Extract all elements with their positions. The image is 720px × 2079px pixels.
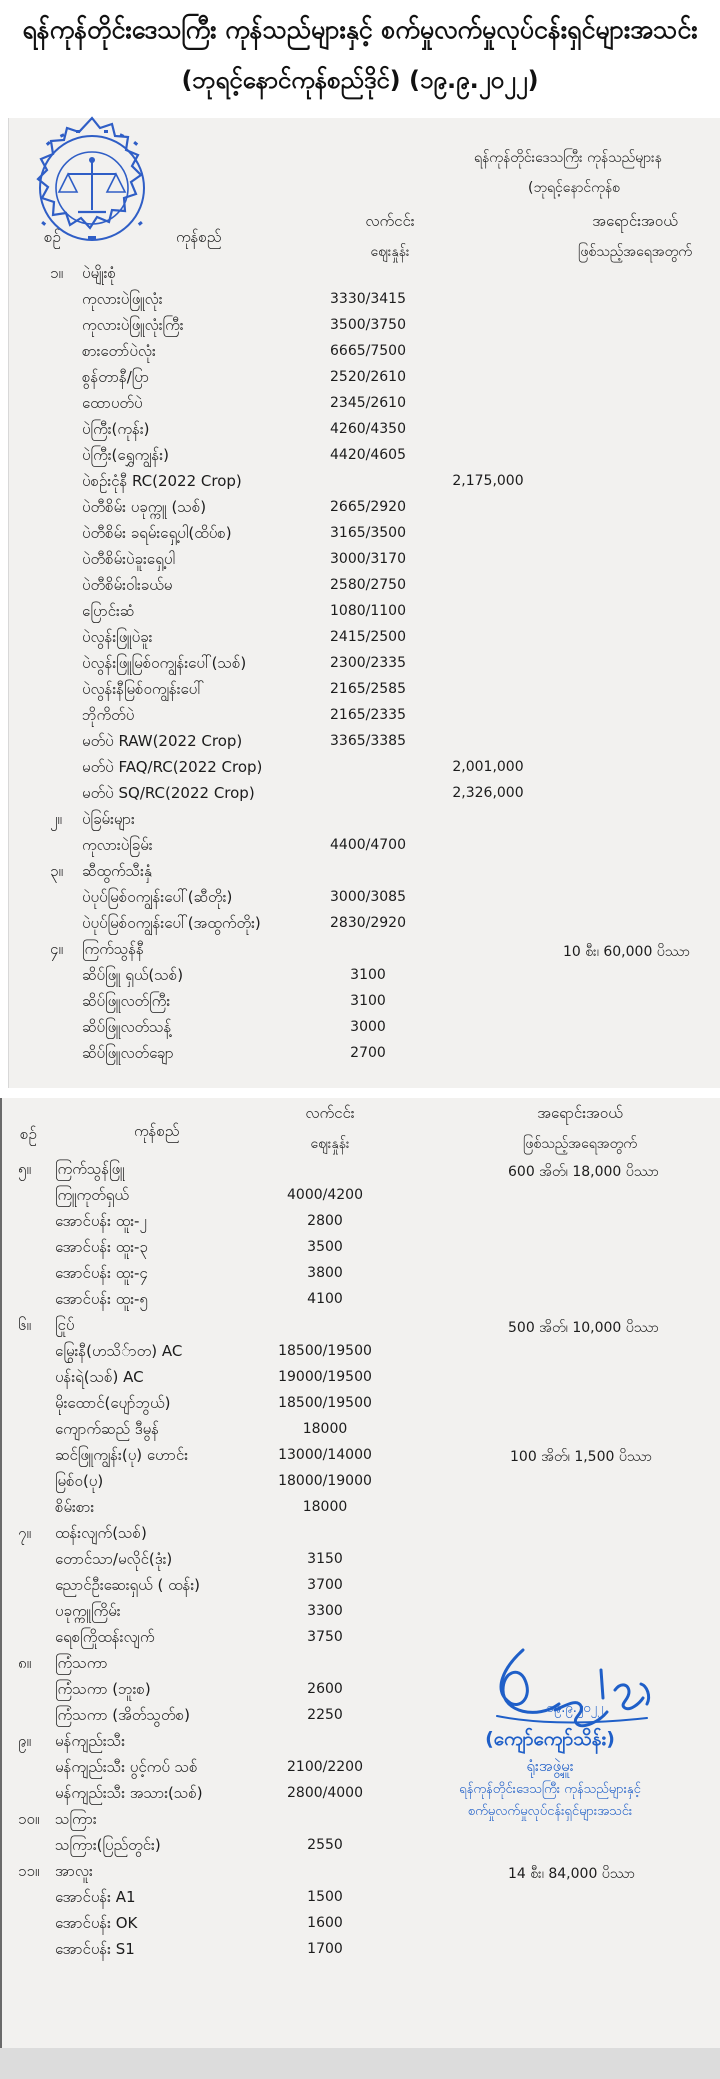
table-row-item: ပဲစဉ်းငုံနီ RC(2022 Crop): [82, 472, 242, 490]
section-title: မန်ကျည်းသီး: [55, 1732, 126, 1750]
signature-date: ၁၉.၉.၂၀၂၂: [546, 1701, 604, 1716]
table-row-item: ကုလားပဲဖြူလုံးကြီး: [82, 316, 184, 334]
table-row-price: 4400/4700: [330, 837, 406, 853]
table-row-price: 2520/2610: [330, 369, 406, 385]
table-row-item: မတ်ပဲ SQ/RC(2022 Crop): [82, 784, 255, 802]
org-header-text: ရန်ကုန်တိုင်းဒေသကြီး ကုန်သည်များန: [474, 150, 662, 166]
section-number: ၃။: [50, 862, 63, 880]
table-row-price: 2250: [307, 1707, 343, 1723]
section-number: ၈။: [18, 1654, 32, 1672]
section-title: ကြက်သွန်နီ: [82, 940, 144, 958]
table-row-price: 2345/2610: [330, 395, 406, 411]
section-number: ၁၀။: [18, 1810, 40, 1828]
table-row-item: ညောင်ဦးဆေးရှယ် ( ထန်း): [55, 1576, 201, 1594]
table-row-volume: 100 အိတ်၊ 1,500 ပိဿာ: [510, 1449, 652, 1465]
section-total-volume: 500 အိတ်၊ 10,000 ပိဿာ: [508, 1320, 659, 1336]
table-row-item: ဆိပ်ဖြူ ရှယ်(သစ်): [82, 966, 184, 984]
table-row-price: 19000/19500: [278, 1369, 372, 1385]
table-row-item: မြစ်ဝ(ပု): [55, 1472, 104, 1490]
table-row-price: 1080/1100: [330, 603, 406, 619]
section-title: ဆီထွက်သီးနှံ: [82, 862, 152, 880]
table-row-item: အောင်ပန်း ထူး-၄: [55, 1264, 148, 1282]
table-row-price: 18000/19000: [278, 1473, 372, 1489]
table-row-item: ဘိုကိတ်ပဲ: [82, 706, 135, 724]
col-header-no-p2: စဉ်: [20, 1125, 37, 1143]
col-header-item-p2: ကုန်စည်: [134, 1122, 180, 1140]
table-row-price: 3500: [307, 1239, 343, 1255]
table-row-price: 18000: [302, 1499, 348, 1515]
section-title: ကြက်သွန်ဖြူ: [55, 1160, 125, 1178]
table-row-price: 3100: [350, 967, 386, 983]
col-header-price-1-p2: လက်ငင်း: [305, 1104, 355, 1122]
table-row-item: သကြား(ပြည်တွင်း): [55, 1836, 161, 1854]
section-number: ၆။: [18, 1316, 31, 1334]
table-row-item: ဆိပ်ဖြူလတ်ကြီး: [82, 992, 171, 1010]
table-row-price: 2550: [307, 1837, 343, 1853]
table-row-price: 2800/4000: [287, 1785, 363, 1801]
table-row-price: 2830/2920: [330, 915, 406, 931]
table-row-item: ပဲကြီး(ရွှေကျွန်း): [82, 446, 169, 464]
table-row-volume: 2,326,000: [452, 785, 524, 801]
table-row-price: 2165/2335: [330, 707, 406, 723]
table-row-item: ကြံသကာ (အိတ်သွတ်စ): [55, 1706, 190, 1724]
table-row-item: ကြံသကာ (ဘူးစ): [55, 1680, 151, 1698]
table-row-item: ဆိပ်ဖြူလတ်ချော: [82, 1044, 174, 1062]
table-row-price: 3100: [350, 993, 386, 1009]
section-title: ထန်းလျက်(သစ်): [55, 1524, 147, 1542]
table-row-price: 1600: [307, 1915, 343, 1931]
section-title: ကြံသကာ: [55, 1654, 108, 1672]
table-row-item: ပြောင်းဆံ: [82, 602, 135, 620]
table-row-price: 2580/2750: [330, 577, 406, 593]
table-row-item: မတ်ပဲ FAQ/RC(2022 Crop): [82, 758, 263, 776]
table-row-price: 3700: [307, 1577, 343, 1593]
table-row-price: 4000/4200: [287, 1187, 363, 1203]
table-row-item: မြွေးနီ(ဟသိ်ာတ) AC: [55, 1342, 183, 1360]
col-header-volume-2-p2: ဖြစ်သည့်အရေအတွက်: [523, 1136, 637, 1152]
col-header-volume-1: အရောင်းအဝယ်: [592, 212, 678, 230]
col-header-price-2: ဈေးနှုန်း: [370, 244, 410, 260]
table-row-item: မန်ကျည်းသီး ပွင့်ကပ် သစ်: [55, 1758, 198, 1776]
table-row-item: ပဲလွန်းဖြူပဲခူး: [82, 628, 153, 646]
table-row-price: 3365/3385: [330, 733, 406, 749]
table-row-item: မိုးထောင်(ပျော်ဘွယ်): [55, 1394, 171, 1412]
col-header-no: စဉ်: [44, 228, 61, 246]
table-row-price: 2700: [350, 1045, 386, 1061]
signatory-org-line1: ရန်ကုန်တိုင်းဒေသကြီး ကုန်သည်များနှင့်: [459, 1782, 641, 1797]
table-row-price: 2665/2920: [330, 499, 406, 515]
table-row-item: အောင်ပန်း OK: [55, 1914, 138, 1932]
document-title-line1: ရန်ကုန်တိုင်းဒေသကြီး ကုန်သည်များနှင့် စက်မှုလက်မှုလုပ်ငန်းရှင်များအသင်း: [22, 15, 698, 44]
table-row-item: ပဲလွန်းနီမြစ်ဝကျွန်းပေါ်: [82, 680, 204, 698]
table-row-item: ကျောက်ဆည် ဒီမွန်: [55, 1420, 159, 1438]
table-row-price: 3330/3415: [330, 291, 406, 307]
table-row-item: စွန်တာနီ/ပြာ: [82, 368, 150, 386]
section-title: ငြုပ်: [55, 1316, 75, 1334]
table-row-item: ပဲတီစိမ်းဝါးခယ်မ: [82, 576, 173, 594]
table-row-item: ပဲလွန်းဖြူမြစ်ဝကျွန်းပေါ်(သစ်): [82, 654, 247, 672]
table-row-price: 3150: [307, 1551, 343, 1567]
table-row-item: အောင်ပန်း ထူး-၂: [55, 1212, 147, 1230]
table-row-volume: 2,001,000: [452, 759, 524, 775]
document-title-line2: (ဘုရင့်နောင်ကုန်စည်ဒိုင်) (၁၉.၉.၂၀၂၂): [181, 66, 539, 94]
section-title: အာလူး: [55, 1862, 93, 1880]
table-row-item: ကုလားပဲဖြူလုံး: [82, 290, 163, 308]
table-row-price: 4260/4350: [330, 421, 406, 437]
table-row-item: ကြူကုတ်ရှယ်: [55, 1186, 129, 1204]
section-title: ပဲမျိုးစုံ: [82, 264, 116, 282]
table-row-price: 1700: [307, 1941, 343, 1957]
col-header-price-2-p2: ဈေးနှုန်း: [310, 1136, 350, 1152]
table-row-item: စားတော်ပဲလုံး: [82, 342, 156, 360]
association-seal-icon: [12, 112, 172, 260]
table-row-price: 1500: [307, 1889, 343, 1905]
table-row-item: ဆင်ဖြူကျွန်း(ပု) ဟောင်း: [55, 1446, 189, 1464]
section-number: ၄။: [50, 940, 63, 958]
table-row-price: 3000/3085: [330, 889, 406, 905]
table-row-price: 18500/19500: [278, 1343, 372, 1359]
table-row-price: 3800: [307, 1265, 343, 1281]
table-row-price: 3750: [307, 1629, 343, 1645]
table-row-price: 6665/7500: [330, 343, 406, 359]
col-header-volume-2: ဖြစ်သည့်အရေအတွက်: [578, 244, 692, 260]
signatory-role: ရုံးအဖွဲ့မှူး: [526, 1757, 574, 1775]
table-row-price: 4100: [307, 1291, 343, 1307]
table-row-price: 2600: [307, 1681, 343, 1697]
table-row-price: 2100/2200: [287, 1759, 363, 1775]
col-header-volume-1-p2: အရောင်းအဝယ်: [537, 1104, 623, 1122]
table-row-price: 3300: [307, 1603, 343, 1619]
table-row-item: အောင်ပန်း A1: [55, 1888, 136, 1906]
table-row-item: ပဲတီစိမ်း ပခုက္ကူ (သစ်): [82, 498, 207, 516]
table-row-item: ပခုက္ကူကြိမ်း: [55, 1602, 121, 1620]
table-row-item: ပဲပုပ်မြစ်ဝကျွန်းပေါ်(အထွက်တိုး): [82, 914, 261, 932]
table-row-item: တောင်သာ/မလိုင်(ဒုံး): [55, 1550, 173, 1568]
section-title: ပဲခြမ်းများ: [82, 810, 135, 828]
table-row-price: 2165/2585: [330, 681, 406, 697]
table-row-price: 4420/4605: [330, 447, 406, 463]
section-number: ၅။: [18, 1160, 31, 1178]
table-row-item: အောင်ပန်း ထူး-၃: [55, 1238, 148, 1256]
signatory-org-line2: စက်မှုလက်မှုလုပ်ငန်းရှင်များအသင်း: [467, 1804, 633, 1819]
table-row-item: မတ်ပဲ RAW(2022 Crop): [82, 732, 243, 750]
table-row-price: 3500/3750: [330, 317, 406, 333]
section-number: ၁။: [50, 264, 63, 282]
table-row-item: ပဲပုပ်မြစ်ဝကျွန်းပေါ်(ဆီတိုး): [82, 888, 233, 906]
table-row-item: စိမ်းစား: [55, 1498, 95, 1516]
col-header-price-1: လက်ငင်း: [365, 212, 415, 230]
section-number: ၇။: [18, 1524, 31, 1542]
table-row-price: 18500/19500: [278, 1395, 372, 1411]
table-row-price: 3165/3500: [330, 525, 406, 541]
table-row-item: ထောပတ်ပဲ: [82, 394, 143, 412]
table-row-item: ဆိပ်ဖြူလတ်သန့်: [82, 1018, 172, 1036]
table-row-item: အောင်ပန်း ထူး-၅: [55, 1290, 148, 1308]
section-number: ၁၁။: [18, 1862, 40, 1880]
section-total-volume: 600 အိတ်၊ 18,000 ပိဿာ: [508, 1164, 659, 1180]
table-row-price: 18000: [302, 1421, 348, 1437]
table-row-item: ပဲကြီး(ကုန်း): [82, 420, 150, 438]
section-title: သကြား: [55, 1810, 97, 1828]
table-row-volume: 2,175,000: [452, 473, 524, 489]
table-row-price: 3000/3170: [330, 551, 406, 567]
section-total-volume: 10 စီး၊ 60,000 ပိဿာ: [563, 944, 690, 960]
table-row-price: 2415/2500: [330, 629, 406, 645]
table-row-item: ပန်းရဲ(သစ်) AC: [55, 1368, 144, 1386]
table-row-item: ပဲတီစိမ်းပဲခူးရှေ့ပါ: [82, 550, 175, 568]
section-number: ၉။: [18, 1732, 31, 1750]
col-header-item: ကုန်စည်: [176, 228, 222, 246]
table-row-price: 3000: [350, 1019, 386, 1035]
section-total-volume: 14 စီး၊ 84,000 ပိဿာ: [508, 1866, 635, 1882]
table-row-item: ရေစကြိုထန်းလျက်: [55, 1628, 155, 1646]
signatory-name: (ကျော်ကျော်သိန်း): [485, 1728, 615, 1750]
table-row-price: 2800: [307, 1213, 343, 1229]
table-row-item: ကုလားပဲခြမ်း: [82, 836, 153, 854]
section-number: ၂။: [50, 810, 62, 828]
table-row-price: 2300/2335: [330, 655, 406, 671]
table-row-price: 13000/14000: [278, 1447, 372, 1463]
org-subheader-text: (ဘုရင့်နောင်ကုန်စ: [528, 180, 620, 196]
scan-bottom-edge: [0, 2048, 720, 2079]
table-row-item: ပဲတီစိမ်း ခရမ်းရှေ့ပါ(ထိပ်စ): [82, 524, 232, 542]
table-row-item: မန်ကျည်းသီး အသား(သစ်): [55, 1784, 203, 1802]
table-row-item: အောင်ပန်း S1: [55, 1940, 135, 1958]
